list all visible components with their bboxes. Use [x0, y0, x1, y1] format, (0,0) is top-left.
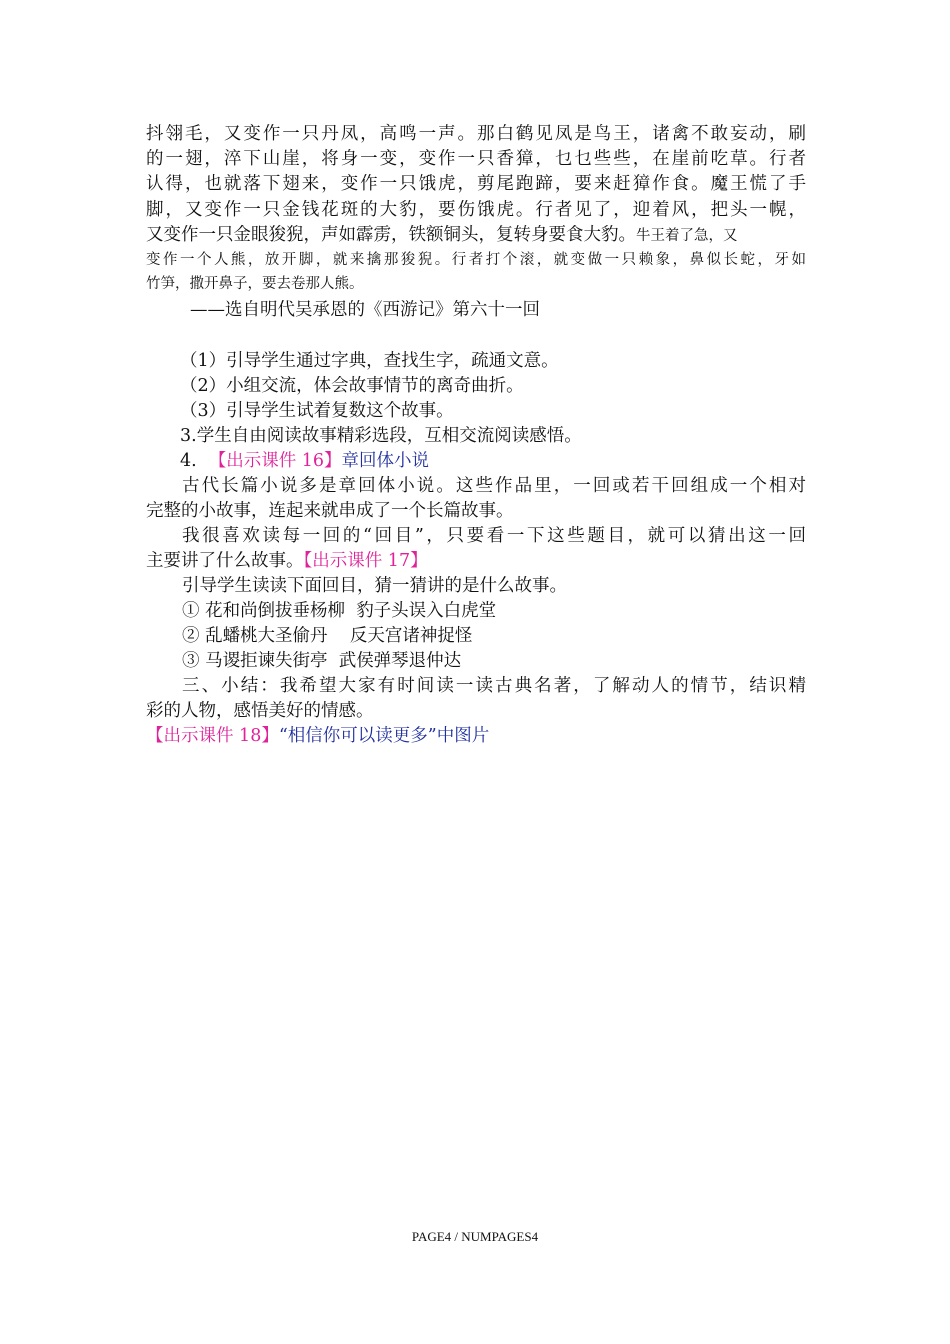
final-line — [146, 724, 806, 749]
passage-small-line-1: 变作一个人熊，放开脚，就来擒那狻猊。行者打个滚，就变做一只赖象，鼻似长蛇，牙如 — [146, 252, 806, 268]
summary-line-2: 彩的人物，感悟美好的情感。 — [146, 701, 374, 721]
para1-line-2: 完整的小故事，连起来就串成了一个长篇故事。 — [146, 501, 514, 521]
passage-line-5 — [146, 223, 806, 249]
final-text: “相信你可以读更多”中图片 — [278, 726, 490, 746]
passage-line-5-small: 牛王着了急，又 — [636, 228, 738, 244]
passage-source: ——选自明代吴承恩的《西游记》第六十一回 — [190, 300, 540, 320]
passage-line-3: 认得，也就落下翅来，变作一只饿虎，剪尾跑蹄，要来赶獐作食。魔王慌了手 — [146, 174, 806, 194]
item-4 — [180, 449, 840, 474]
chapter-3: ③ 马谡拒谏失街亭 武侯弹琴退仲达 — [182, 651, 462, 671]
para2-line-2 — [146, 549, 806, 574]
item-4-courseware-tag: 【出示课件 16】 — [208, 451, 342, 471]
para2-line-1: 我很喜欢读每一回的“回目”，只要看一下这些题目，就可以猜出这一回 — [182, 526, 806, 546]
final-courseware-tag: 【出示课件 18】 — [146, 726, 279, 746]
passage-line-4: 脚，又变作一只金钱花斑的大豹，要伤饿虎。行者见了，迎着风，把头一幌， — [146, 200, 806, 220]
passage-line-5-main: 又变作一只金眼狻猊，声如霹雳，铁额铜头，复转身要食大豹。 — [146, 225, 636, 245]
chapter-1: ① 花和尚倒拔垂杨柳 豹子头误入白虎堂 — [182, 601, 497, 621]
para2-courseware-tag: 【出示课件 17】 — [303, 551, 428, 571]
step-3: （3）引导学生试着复数这个故事。 — [180, 401, 454, 421]
item-4-number: 4. — [180, 451, 197, 471]
guide-text: 引导学生读读下面回目，猜一猜讲的是什么故事。 — [182, 576, 567, 596]
item-4-title: 章回体小说 — [341, 451, 430, 471]
summary-line-1: 三、小结：我希望大家有时间读一读古典名著，了解动人的情节，结识精 — [182, 676, 806, 696]
page-footer: PAGE4 / NUMPAGES4 — [411, 1229, 539, 1244]
item-3: 3.学生自由阅读故事精彩选段，互相交流阅读感悟。 — [180, 426, 582, 446]
passage-line-2: 的一翅，淬下山崖，将身一变，变作一只香獐，乜乜些些，在崖前吃草。行者 — [146, 149, 806, 169]
para2-text: 主要讲了什么故事。 — [146, 551, 304, 571]
passage-small-line-2: 竹笋，撒开鼻子，要去卷那人熊。 — [146, 276, 364, 292]
passage-line-1: 抖翎毛，又变作一只丹凤，高鸣一声。那白鹤见凤是鸟王，诸禽不敢妄动，刷 — [146, 124, 806, 144]
chapter-2: ② 乱蟠桃大圣偷丹 反天宫诸神捉怪 — [182, 626, 473, 646]
para1-line-1: 古代长篇小说多是章回体小说。这些作品里，一回或若干回组成一个相对 — [182, 476, 806, 496]
step-2: （2）小组交流，体会故事情节的离奇曲折。 — [180, 376, 524, 396]
step-1: （1）引导学生通过字典，查找生字，疏通文意。 — [180, 351, 559, 371]
